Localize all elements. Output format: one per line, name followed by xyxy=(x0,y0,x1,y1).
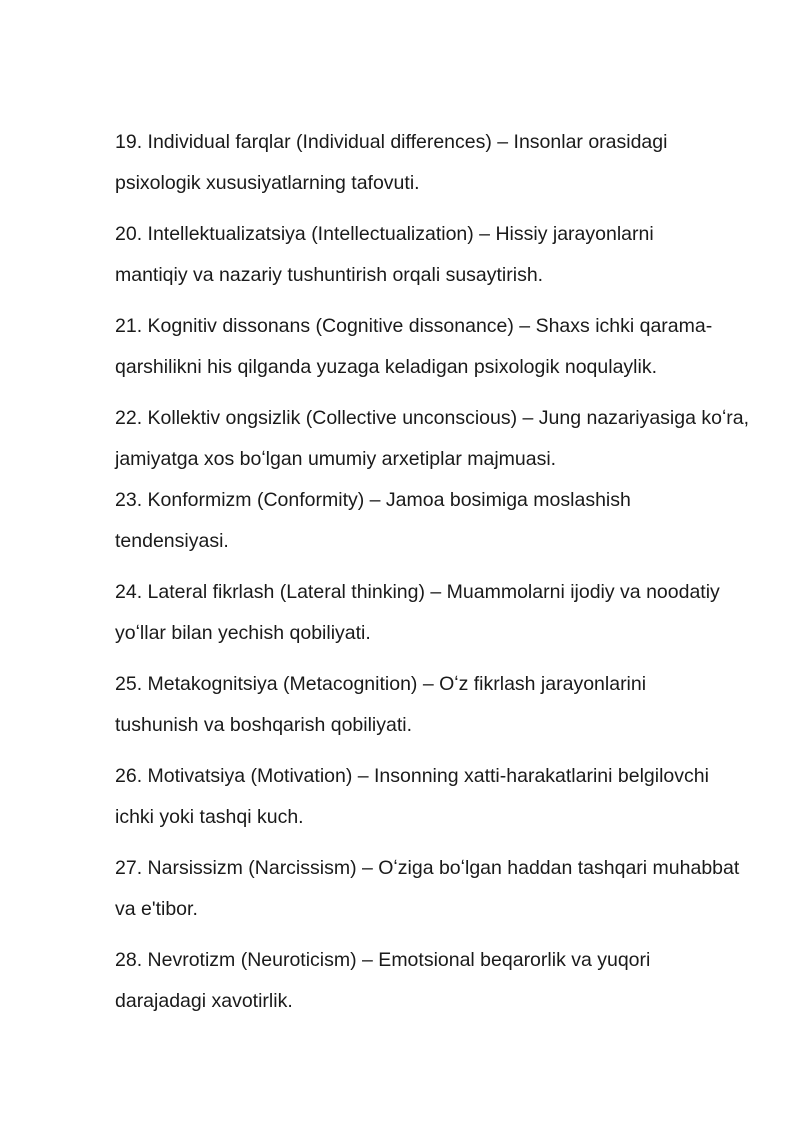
glossary-entry-23 xyxy=(115,480,765,562)
entry-text-line: 20. Intellektualizatsiya (Intellectualization) – Hissiy jarayonlarni xyxy=(115,223,654,245)
glossary-entry-22 xyxy=(115,398,765,480)
glossary-entry-19 xyxy=(115,122,765,204)
glossary-entry-20 xyxy=(115,214,765,296)
entry-text-line: tendensiyasi. xyxy=(115,530,229,552)
entry-text-line: 22. Kollektiv ongsizlik (Collective unconscious) – Jung nazariyasiga koʻra, xyxy=(115,407,750,429)
glossary-entry-28 xyxy=(115,940,765,1022)
entry-text-line: 24. Lateral fikrlash (Lateral thinking) – Muammolarni ijodiy va noodatiy xyxy=(115,581,720,603)
entry-text-line: 25. Metakognitsiya (Metacognition) – Oʻz fikrlash jarayonlarini xyxy=(115,673,647,695)
glossary-entry-21 xyxy=(115,306,765,388)
entry-text-line: mantiqiy va nazariy tushuntirish orqali susaytirish. xyxy=(115,264,544,286)
entry-text-line: tushunish va boshqarish qobiliyati. xyxy=(115,714,413,736)
glossary-entry-26 xyxy=(115,756,765,838)
glossary-entry-25 xyxy=(115,664,765,746)
entry-text-line: 23. Konformizm (Conformity) – Jamoa bosimiga moslashish xyxy=(115,489,631,511)
entry-text-line: 27. Narsissizm (Narcissism) – Oʻziga boʻlgan haddan tashqari muhabbat xyxy=(115,857,740,879)
glossary-entry-24 xyxy=(115,572,765,654)
entry-text-line: 21. Kognitiv dissonans (Cognitive dissonance) – Shaxs ichki qarama- xyxy=(115,315,713,337)
entry-text-line: qarshilikni his qilganda yuzaga keladigan psixologik noqulaylik. xyxy=(115,356,658,378)
glossary-list xyxy=(115,122,765,1032)
entry-text-line: jamiyatga xos boʻlgan umumiy arxetiplar majmuasi. xyxy=(115,448,557,470)
entry-text-line: va e'tibor. xyxy=(115,898,198,920)
entry-text-line: 28. Nevrotizm (Neuroticism) – Emotsional beqarorlik va yuqori xyxy=(115,949,651,971)
entry-text-line: psixologik xususiyatlarning tafovuti. xyxy=(115,172,420,194)
entry-text-line: yoʻllar bilan yechish qobiliyati. xyxy=(115,622,371,644)
entry-text-line: darajadagi xavotirlik. xyxy=(115,990,293,1012)
entry-text-line: 26. Motivatsiya (Motivation) – Insonning xatti-harakatlarini belgilovchi xyxy=(115,765,709,787)
glossary-entry-27 xyxy=(115,848,765,930)
entry-text-line: 19. Individual farqlar (Individual differences) – Insonlar orasidagi xyxy=(115,131,668,153)
entry-text-line: ichki yoki tashqi kuch. xyxy=(115,806,304,828)
